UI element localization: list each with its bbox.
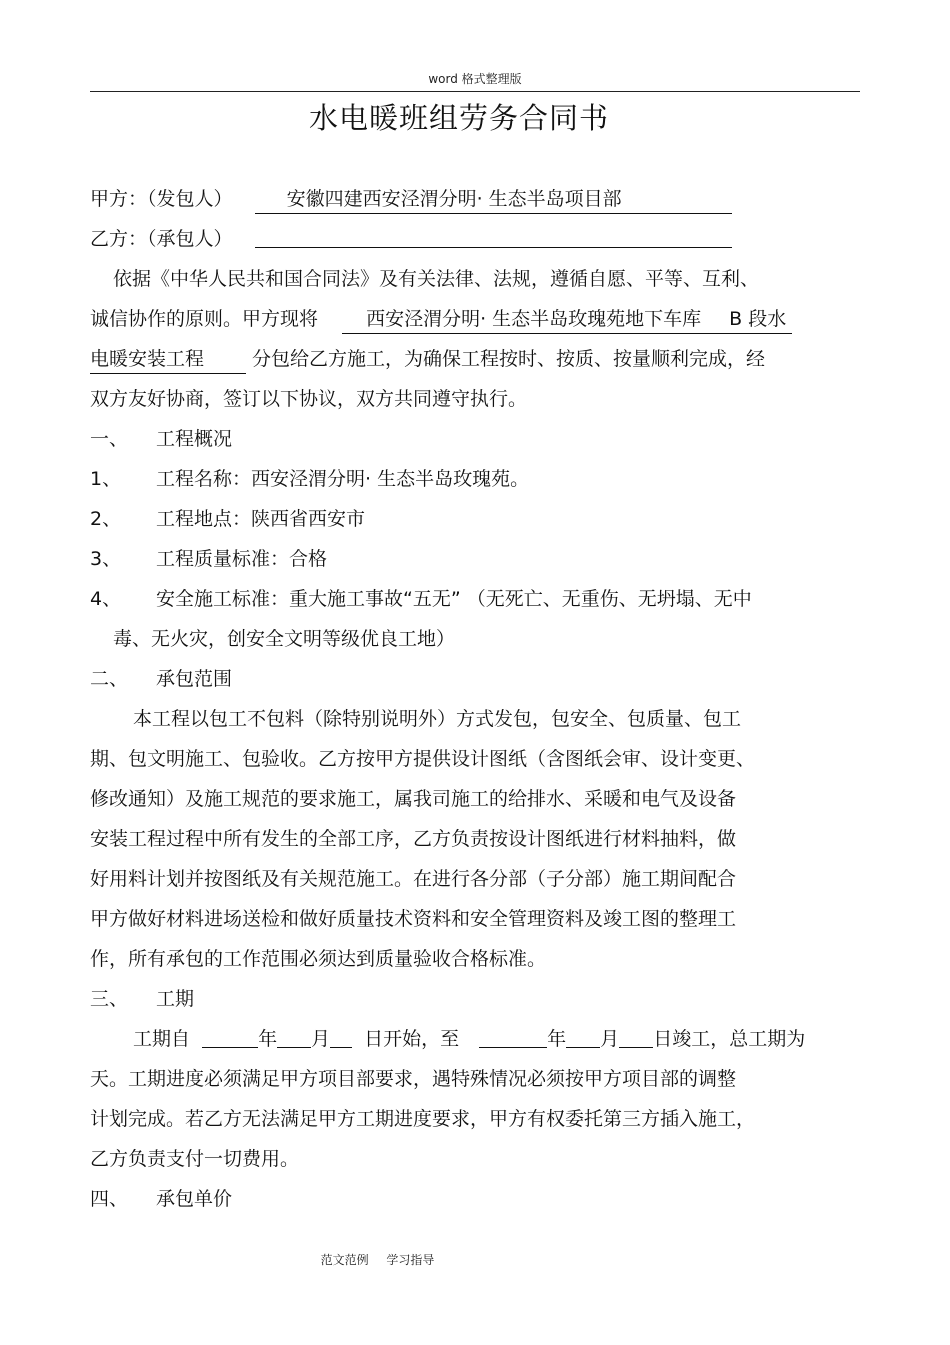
s2-line-3: 修改通知）及施工规范的要求施工，属我司施工的给排水、采暖和电气及设备 (90, 788, 737, 810)
party-b-value (255, 227, 732, 248)
s2-line-2: 期、包文明施工、包验收。乙方按甲方提供设计图纸（含图纸会审、设计变更、 (90, 748, 756, 770)
s1-item-2 (90, 506, 365, 532)
s2-line-6: 甲方做好材料进场送检和做好质量技术资料和安全管理资料及竣工图的整理工 (90, 908, 737, 930)
item-number: 4、 (90, 588, 122, 610)
s2-line-5: 好用料计划并按图纸及有关规范施工。在进行各分部（子分部）施工期间配合 (90, 868, 737, 890)
section-number: 四、 (90, 1188, 129, 1210)
party-b-line (90, 226, 732, 252)
section-number: 一、 (90, 428, 129, 450)
page-footer: 范文范例 学习指导 (320, 1253, 435, 1267)
page-header: word 格式整理版 (428, 72, 522, 86)
party-a-line (90, 186, 732, 214)
project-name-part-1: 西安泾渭分明· 生态半岛玫瑰苑地下车库 (366, 308, 702, 330)
start-year-blank (202, 1027, 258, 1048)
intro-line-1: 依据《中华人民共和国合同法》及有关法律、法规，遵循自愿、平等、互利、 (113, 268, 760, 290)
start-day-blank (330, 1027, 352, 1048)
s3-line-2: 计划完成。若乙方无法满足甲方工期进度要求，甲方有权委托第三方插入施工， (90, 1108, 756, 1130)
intro-line-2 (90, 306, 792, 334)
intro-line-4: 双方友好协商，签订以下协议，双方共同遵守执行。 (90, 388, 528, 410)
s2-line-7: 作，所有承包的工作范围必须达到质量验收合格标准。 (90, 948, 547, 970)
section-number: 三、 (90, 988, 129, 1010)
section-title: 工程概况 (156, 428, 233, 450)
s2-line-1: 本工程以包工不包料（除特别说明外）方式发包，包安全、包质量、包工 (133, 708, 742, 730)
item-number: 2、 (90, 508, 122, 530)
period-text: 日竣工，总工期为 (653, 1028, 806, 1050)
section-title: 承包单价 (156, 1188, 233, 1210)
month-text: 月 (311, 1028, 331, 1050)
start-month-blank (277, 1027, 311, 1048)
intro-text: 诚信协作的原则。甲方现将 (90, 308, 319, 330)
project-name-part-3: 电暖安装工程 (90, 346, 246, 374)
project-name (342, 306, 792, 334)
section-number: 二、 (90, 668, 129, 690)
end-year-blank (479, 1027, 547, 1048)
item-number: 3、 (90, 548, 122, 570)
section-1-heading (90, 426, 232, 452)
s3-line-1: 天。工期进度必须满足甲方项目部要求，遇特殊情况必须按甲方项目部的调整 (90, 1068, 737, 1090)
item-text: 工程地点：陕西省西安市 (156, 508, 366, 530)
section-2-heading (90, 666, 232, 692)
intro-line-3 (90, 346, 765, 374)
s1-item-4 (90, 586, 752, 612)
s1-item-1 (90, 466, 529, 492)
s1-item-4-continued: 毒、无火灾，创安全文明等级优良工地） (113, 628, 456, 650)
item-text: 安全施工标准：重大施工事故“五无” （无死亡、无重伤、无坍塌、无中 (156, 588, 752, 610)
end-month-blank (566, 1027, 600, 1048)
month-text: 月 (600, 1028, 620, 1050)
section-4-heading (90, 1186, 232, 1212)
intro-text: 分包给乙方施工，为确保工程按时、按质、按量顺利完成，经 (252, 348, 766, 370)
item-text: 工程质量标准：合格 (156, 548, 328, 570)
s3-line-3: 乙方负责支付一切费用。 (90, 1148, 300, 1170)
s3-period-line (133, 1026, 805, 1052)
s2-line-4: 安装工程过程中所有发生的全部工序，乙方负责按设计图纸进行材料抽料，做 (90, 828, 737, 850)
section-3-heading (90, 986, 194, 1012)
item-number: 1、 (90, 468, 122, 490)
header-divider (90, 91, 860, 92)
section-title: 工期 (156, 988, 195, 1010)
period-text: 日开始，至 (364, 1028, 460, 1050)
document-title: 水电暖班组劳务合同书 (308, 101, 609, 135)
year-text: 年 (547, 1028, 567, 1050)
section-title: 承包范围 (156, 668, 233, 690)
party-a-value: 安徽四建西安泾渭分明· 生态半岛项目部 (255, 186, 732, 214)
s1-item-3 (90, 546, 327, 572)
project-name-part-2: B 段水 (729, 308, 787, 330)
year-text: 年 (258, 1028, 278, 1050)
party-a-label: 甲方：（发包人） (90, 188, 233, 210)
period-text: 工期自 (133, 1028, 191, 1050)
end-day-blank (619, 1027, 653, 1048)
item-text: 工程名称：西安泾渭分明· 生态半岛玫瑰苑。 (156, 468, 530, 490)
party-b-label: 乙方：（承包人） (90, 228, 233, 250)
